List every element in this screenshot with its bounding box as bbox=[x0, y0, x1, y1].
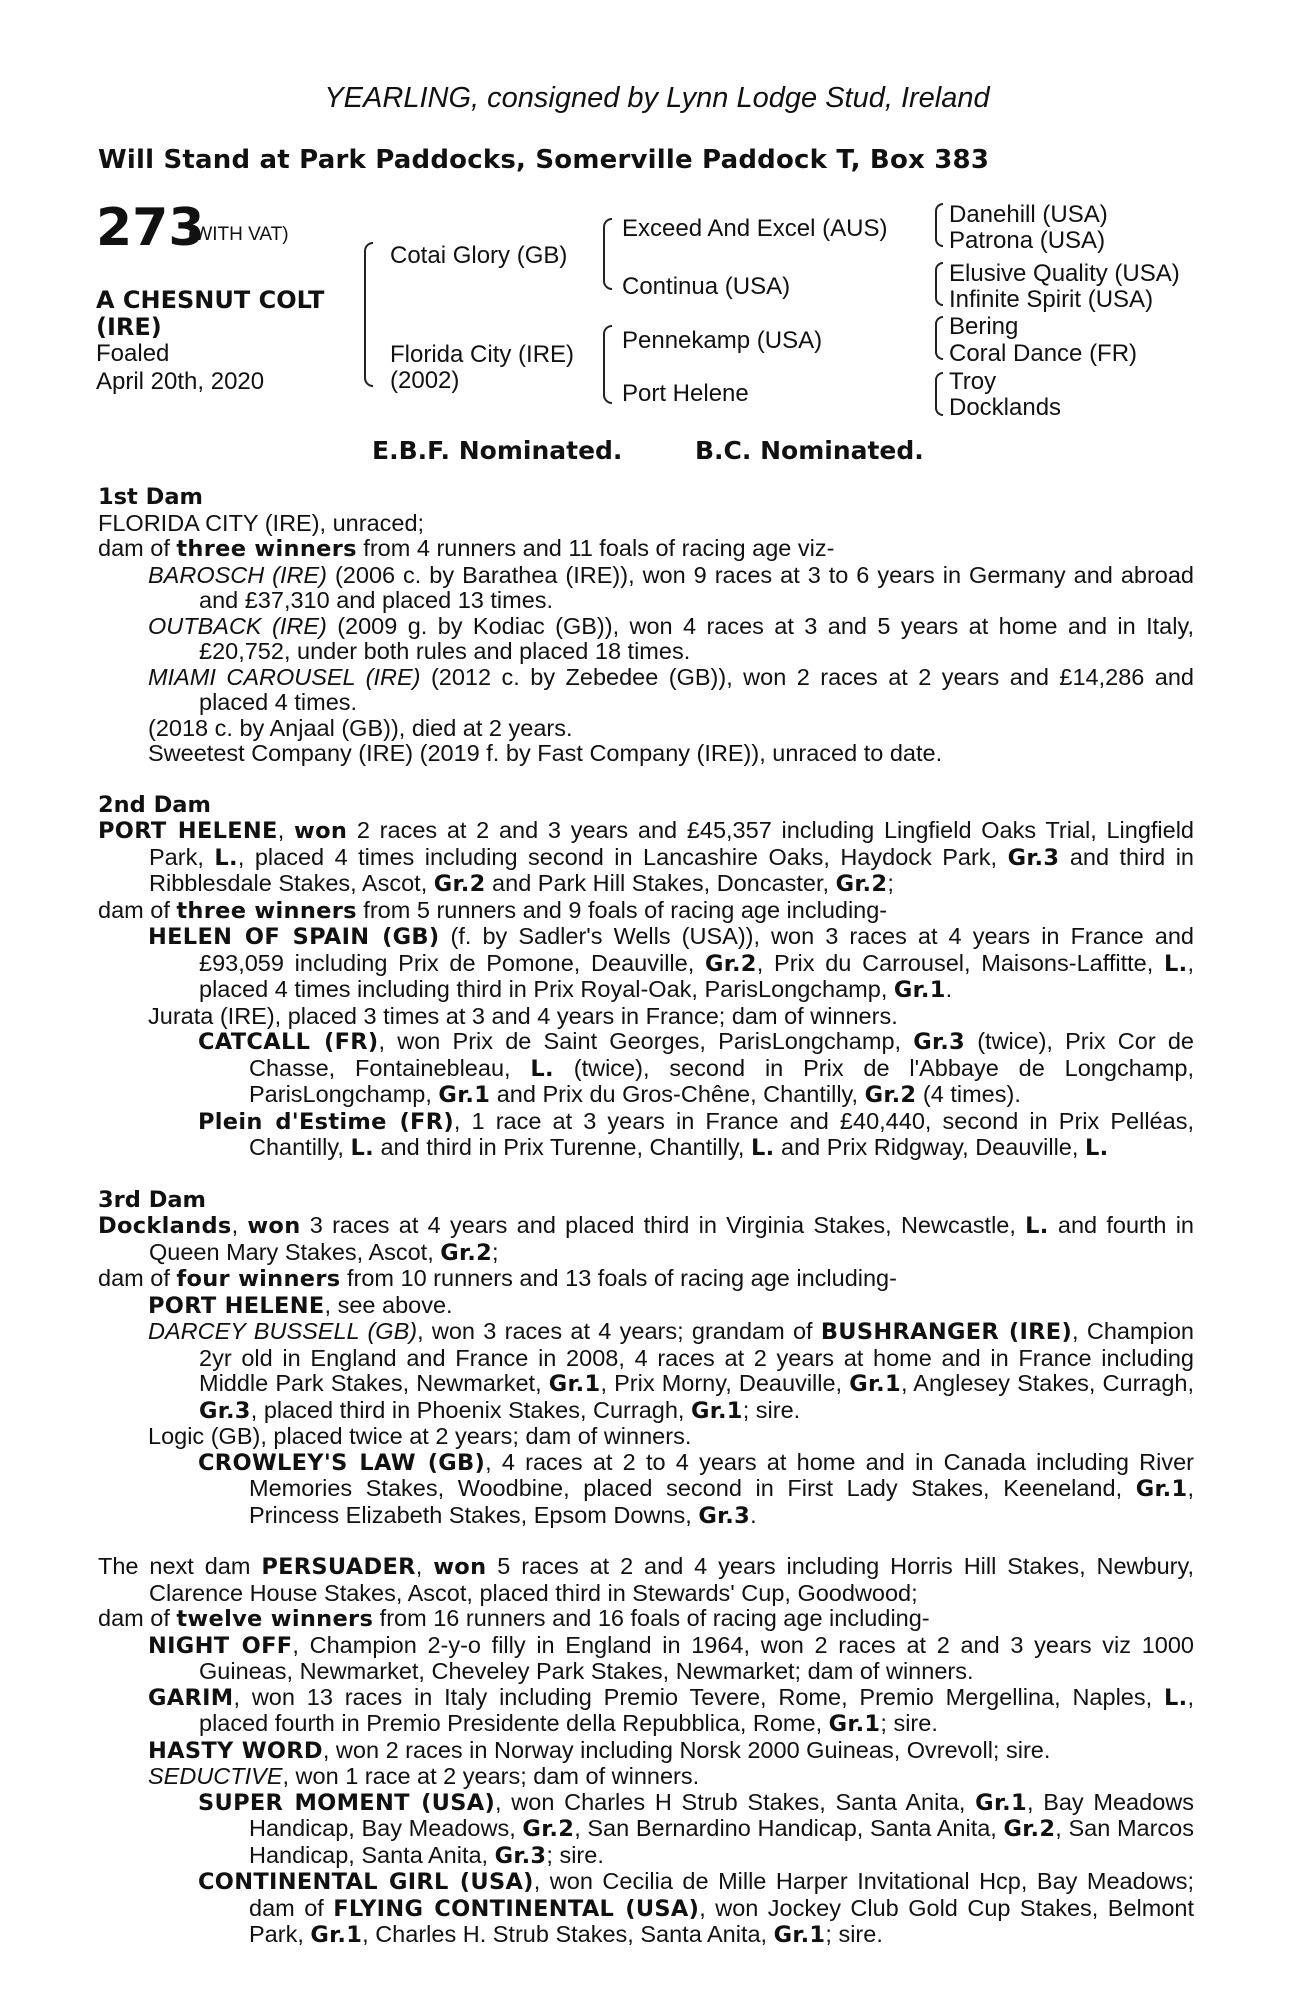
produce-entry: (2018 c. by Anjaal (GB)), died at 2 years. bbox=[148, 714, 573, 741]
produce-entry: HELEN OF SPAIN (GB) (f. by Sadler's Wells (USA)), won 3 races at 4 years in France and £93,059 including Prix de Pomone, Deauville, Gr.2, Prix du Carrousel, Maisons-Laffitte, L., placed 4 times including third in Prix Royal-Oak, ParisLongchamp, Gr.1. bbox=[148, 923, 1195, 1003]
produce-entry: Sweetest Company (IRE) (2019 f. by Fast Company (IRE)), unraced to date. bbox=[148, 740, 943, 766]
produce-entry: Plein d'Estime (FR), 1 race at 3 years in France and £40,440, second in Prix Pelléas, Chantilly, L. and third in Prix Turenne, Chantilly, L. and Prix Ridgway, Deauville, L. bbox=[198, 1107, 1194, 1161]
pedigree-dam-sire: Pennekamp (USA) bbox=[622, 327, 823, 354]
page-title: YEARLING, consigned by Lynn Lodge Stud, Ireland bbox=[324, 82, 990, 114]
pedigree-g1: Danehill (USA) bbox=[949, 201, 1108, 228]
foaled-label: Foaled bbox=[96, 340, 170, 367]
pedigree-brace-g1 bbox=[935, 203, 943, 247]
pedigree-brace-g4 bbox=[935, 372, 943, 416]
first-dam-intro: FLORIDA CITY (IRE), unraced; bbox=[98, 509, 425, 536]
pedigree-sire: Cotai Glory (GB) bbox=[390, 242, 568, 269]
pedigree-g3: Elusive Quality (USA) bbox=[949, 260, 1180, 287]
next-dam-produce: dam of twelve winners from 16 runners and 16 foals of racing age including- bbox=[98, 1605, 930, 1632]
pedigree-brace-dam bbox=[603, 325, 612, 404]
third-dam-intro: Docklands, won 3 races at 4 years and placed third in Virginia Stakes, Newcastle, L. and fourth in Queen Mary Stakes, Ascot, Gr.2; bbox=[98, 1212, 1194, 1266]
next-dam-intro: The next dam PERSUADER, won 5 races at 2 and 4 years including Horris Hill Stakes, Newbury, Clarence House Stakes, Ascot, placed third in Stewards' Cup, Goodwood; bbox=[98, 1553, 1194, 1606]
second-dam-intro: PORT HELENE, won 2 races at 2 and 3 years and £45,357 including Lingfield Oaks Trial, Lingfield Park, L., placed 4 times including second in Lancashire Oaks, Haydock Park, Gr.3 and third in Ribblesdale Stakes, Ascot, Gr.2 and Park Hill Stakes, Doncaster, Gr.2; bbox=[98, 817, 1194, 897]
produce-entry: HASTY WORD, won 2 races in Norway including Norsk 2000 Guineas, Ovrevoll; sire. bbox=[148, 1736, 1051, 1764]
pedigree-dam-dam: Port Helene bbox=[622, 380, 749, 407]
produce-entry: OUTBACK (IRE) (2009 g. by Kodiac (GB)), won 4 races at 3 and 5 years at home and in Italy, £20,752, under both rules and placed 18 times. bbox=[148, 612, 1194, 664]
produce-entry: SEDUCTIVE, won 1 race at 2 years; dam of winners. bbox=[148, 1763, 700, 1789]
pedigree-g4: Infinite Spirit (USA) bbox=[949, 286, 1154, 313]
catalogue-body bbox=[98, 484, 1194, 1949]
produce-entry: GARIM, won 13 races in Italy including Premio Tevere, Rome, Premio Mergellina, Naples, L., placed fourth in Premio Presidente della Repubblica, Rome, Gr.1; sire. bbox=[148, 1683, 1194, 1737]
produce-entry: PORT HELENE, see above. bbox=[148, 1291, 453, 1319]
foaled-date: April 20th, 2020 bbox=[96, 368, 265, 395]
pedigree-g2: Patrona (USA) bbox=[949, 227, 1106, 254]
produce-entry: Logic (GB), placed twice at 2 years; dam of winners. bbox=[148, 1423, 692, 1449]
produce-entry: NIGHT OFF, Champion 2-y-o filly in England in 1964, won 2 races at 2 and 3 years viz 1000 Guineas, Newmarket, Cheveley Park Stakes, Newmarket; dam of winners. bbox=[148, 1631, 1195, 1684]
location-line: Will Stand at Park Paddocks, Somerville Paddock T, Box 383 bbox=[98, 145, 990, 175]
pedigree-g8: Docklands bbox=[949, 394, 1062, 421]
third-dam-heading: 3rd Dam bbox=[98, 1186, 206, 1213]
pedigree-brace-main bbox=[364, 242, 373, 387]
lot-description-country: (IRE) bbox=[96, 313, 162, 341]
second-dam-heading: 2nd Dam bbox=[98, 791, 211, 818]
pedigree-sire-sire: Exceed And Excel (AUS) bbox=[622, 215, 888, 242]
second-dam-produce: dam of three winners from 5 runners and 9 foals of racing age including- bbox=[98, 896, 888, 924]
ebf-nomination: E.B.F. Nominated. bbox=[372, 436, 623, 465]
pedigree-brace-sire bbox=[603, 218, 612, 290]
pedigree-g5: Bering bbox=[949, 313, 1019, 340]
first-dam-heading: 1st Dam bbox=[98, 484, 203, 510]
pedigree-g6: Coral Dance (FR) bbox=[949, 340, 1138, 367]
pedigree-g7: Troy bbox=[949, 368, 997, 395]
lot-description: A CHESNUT COLT bbox=[96, 286, 325, 314]
produce-entry: SUPER MOMENT (USA), won Charles H Strub Stakes, Santa Anita, Gr.1, Bay Meadows Handicap, Bay Meadows, Gr.2, San Bernardino Handicap, Santa Anita, Gr.2, San Marcos Handicap, Santa Anita, Gr.3; sire. bbox=[198, 1788, 1194, 1869]
pedigree-brace-g3 bbox=[935, 316, 943, 360]
produce-entry: Jurata (IRE), placed 3 times at 3 and 4 years in France; dam of winners. bbox=[148, 1002, 898, 1029]
produce-entry: CATCALL (FR), won Prix de Saint Georges, ParisLongchamp, Gr.3 (twice), Prix Cor de Chasse, Fontainebleau, L. (twice), second in Prix de l'Abbaye de Longchamp, ParisLongchamp, Gr.1 and Prix du Gros-Chêne, Chantilly, Gr.2 (4 times). bbox=[198, 1028, 1195, 1108]
first-dam-produce: dam of three winners from 4 runners and 11 foals of racing age viz- bbox=[98, 535, 835, 562]
bc-nomination: B.C. Nominated. bbox=[695, 436, 924, 465]
vat-label: (WITH VAT) bbox=[188, 224, 289, 245]
lot-number: 273 bbox=[96, 198, 205, 258]
produce-entry: BAROSCH (IRE) (2006 c. by Barathea (IRE)), won 9 races at 3 to 6 years in Germany and abroad and £37,310 and placed 13 times. bbox=[148, 561, 1194, 613]
produce-entry: CROWLEY'S LAW (GB), 4 races at 2 to 4 years at home and in Canada including River Memories Stakes, Woodbine, placed second in First Lady Stakes, Keeneland, Gr.1, Princess Elizabeth Stakes, Epsom Downs, Gr.3. bbox=[198, 1448, 1194, 1529]
pedigree-dam-year: (2002) bbox=[390, 367, 460, 394]
pedigree-brace-g2 bbox=[935, 262, 943, 306]
third-dam-produce: dam of four winners from 10 runners and 13 foals of racing age including- bbox=[98, 1265, 897, 1292]
pedigree-sire-dam: Continua (USA) bbox=[622, 273, 791, 300]
pedigree-dam: Florida City (IRE) bbox=[390, 341, 575, 368]
produce-entry: MIAMI CAROUSEL (IRE) (2012 c. by Zebedee (GB)), won 2 races at 2 years and £14,286 and placed 4 times. bbox=[148, 663, 1194, 715]
produce-entry: CONTINENTAL GIRL (USA), won Cecilia de Mille Harper Invitational Hcp, Bay Meadows; dam of FLYING CONTINENTAL (USA), won Jockey Club Gold Cup Stakes, Belmont Park, Gr.1, Charles H. Strub Stakes, Santa Anita, Gr.1; sire. bbox=[198, 1868, 1194, 1948]
produce-entry: DARCEY BUSSELL (GB), won 3 races at 4 years; grandam of BUSHRANGER (IRE), Champion 2yr old in England and France in 2008, 4 races at 2 years at home and in France including Middle Park Stakes, Newmarket, Gr.1, Prix Morny, Deauville, Gr.1, Anglesey Stakes, Curragh, Gr.3, placed third in Phoenix Stakes, Curragh, Gr.1; sire. bbox=[148, 1318, 1194, 1424]
